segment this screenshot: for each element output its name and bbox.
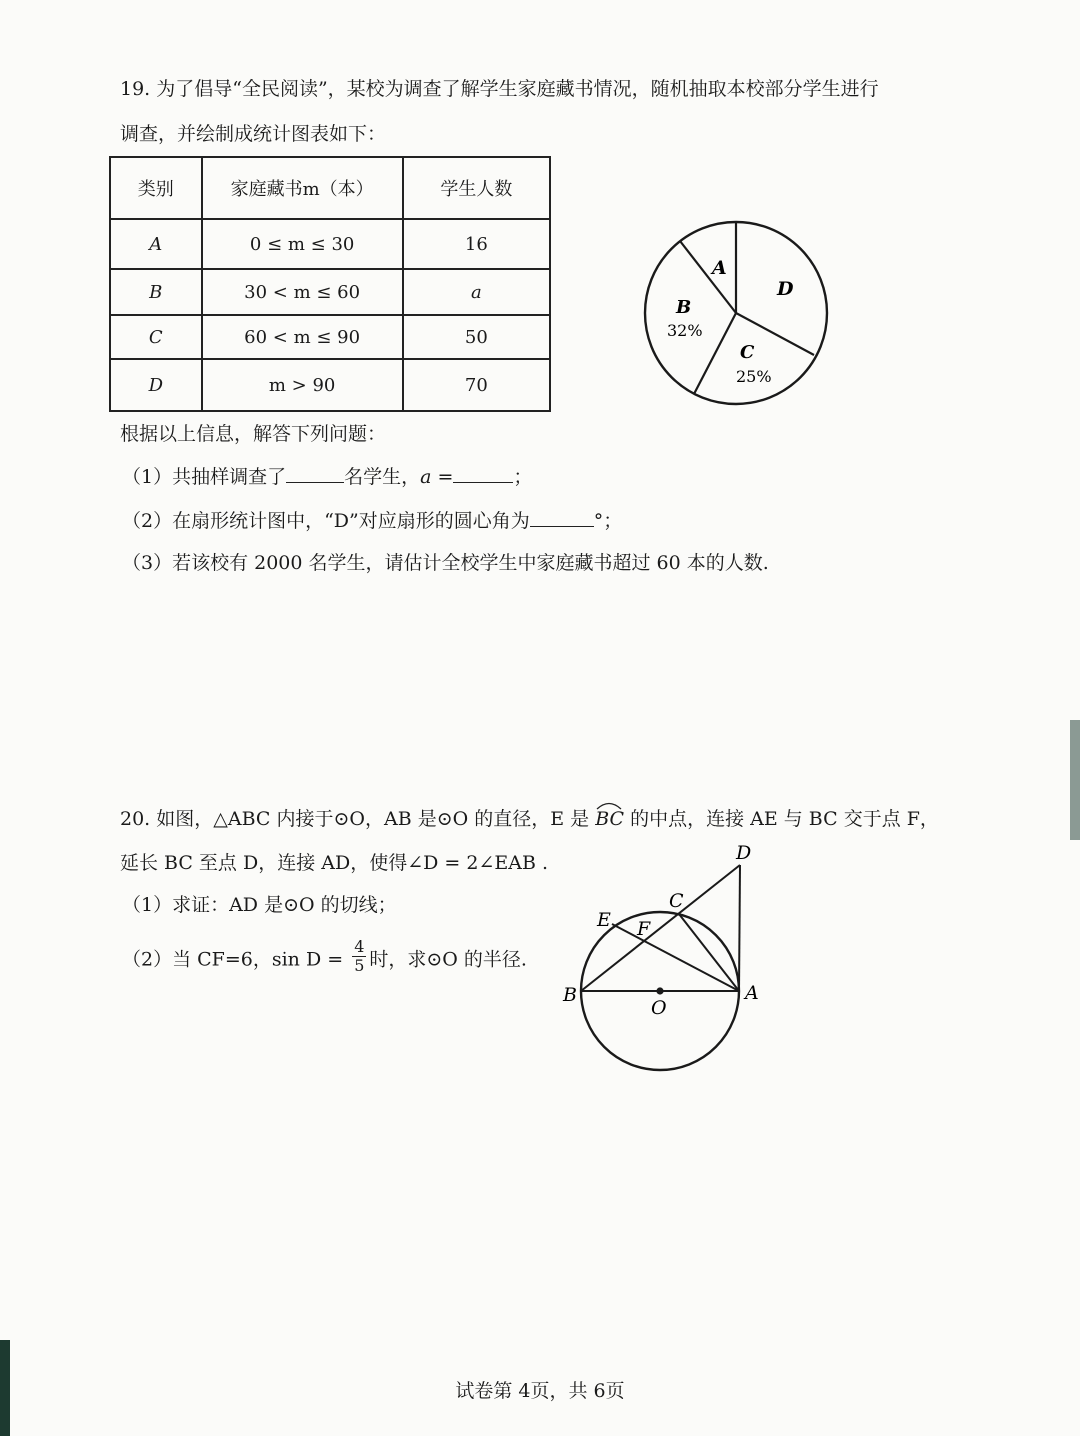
table-cell-count: a <box>403 269 550 315</box>
table-cell-count: 70 <box>403 359 550 411</box>
point-label-d: D <box>736 842 752 864</box>
table-cell-category: D <box>110 359 202 411</box>
q19-part1 <box>122 464 532 490</box>
q20-part2-text-b: 时，求⊙O 的半径. <box>369 948 527 971</box>
pie-label-c-percent: 25% <box>736 367 772 386</box>
segment-ad <box>739 865 740 991</box>
table-cell-range: m > 90 <box>202 359 403 411</box>
q19-part3: （3）若该校有 2000 名学生，请估计全校学生中家庭藏书超过 60 本的人数. <box>122 552 769 574</box>
q19-part2 <box>122 508 622 534</box>
q19-part1-text-a: （1）共抽样调查了 <box>122 466 287 488</box>
point-label-b: B <box>563 984 577 1006</box>
fraction-numerator: 4 <box>354 937 365 956</box>
table-header-cell: 家庭藏书m（本） <box>202 157 403 219</box>
q20-part2 <box>122 937 527 979</box>
point-label-o: O <box>651 997 667 1019</box>
q20-line2: 延长 BC 至点 D，连接 AD，使得∠D = 2∠EAB . <box>120 852 548 874</box>
table-cell-category: B <box>110 269 202 315</box>
table-cell-category: C <box>110 315 202 359</box>
arc-symbol <box>595 800 623 810</box>
answer-blank-total[interactable] <box>286 464 344 483</box>
fraction-four-fifths <box>352 938 366 975</box>
point-label-c: C <box>669 890 684 912</box>
table-row <box>110 269 550 315</box>
pie-label-c: C <box>740 342 755 363</box>
table-cell-category: A <box>110 219 202 269</box>
q19-part1-text-b: 名学生， <box>344 466 421 488</box>
q19-part2-text-b: °； <box>593 510 623 532</box>
q19-intro-line1: 19. 为了倡导“全民阅读”，某校为调查了解学生家庭藏书情况，随机抽取本校部分学生进行 <box>120 78 879 100</box>
table-cell-range: 0 ≤ m ≤ 30 <box>202 219 403 269</box>
pie-label-b-percent: 32% <box>667 321 703 340</box>
q20-geometry-figure <box>560 838 790 1078</box>
q20-arc-bc <box>595 808 624 830</box>
table-header-cell: 类别 <box>110 157 202 219</box>
q20-part1: （1）求证：AD 是⊙O 的切线； <box>122 894 397 916</box>
page-footer: 试卷第 4页，共 6页 <box>455 1380 625 1402</box>
q19-intro-line2: 调查，并绘制成统计图表如下： <box>120 123 387 145</box>
fraction-denominator: 5 <box>354 956 365 975</box>
table-header-cell: 学生人数 <box>403 157 550 219</box>
point-label-e: E <box>597 909 611 931</box>
pie-label-d: D <box>777 278 794 300</box>
q19-part1-text-c: a = <box>420 466 454 488</box>
q20-line1-text-b: 的中点，连接 AE 与 BC 交于点 F， <box>624 808 939 830</box>
pie-label-b: B <box>676 297 692 318</box>
table-cell-range: 30 < m ≤ 60 <box>202 269 403 315</box>
table-header-row <box>110 157 550 219</box>
table-cell-count: 16 <box>403 219 550 269</box>
pie-label-a: A <box>712 257 727 279</box>
q19-prompt: 根据以上信息，解答下列问题： <box>120 423 387 445</box>
table-cell-count: 50 <box>403 315 550 359</box>
q20-arc-bc-label: BC <box>595 808 625 830</box>
q19-stat-table <box>109 156 551 412</box>
answer-blank-a[interactable] <box>453 464 513 483</box>
segment-ea <box>612 924 739 991</box>
scan-edge-right <box>1070 720 1080 840</box>
q19-part1-text-d: ； <box>513 466 533 488</box>
answer-blank-angle[interactable] <box>530 508 594 527</box>
q20-part2-text-a: （2）当 CF=6，sin D = <box>122 948 344 971</box>
center-point-o <box>656 987 663 994</box>
point-label-f: F <box>637 918 651 940</box>
table-row <box>110 315 550 359</box>
q19-pie-figure <box>640 218 840 408</box>
q20-line1-text-a: 20. 如图，△ABC 内接于⊙O，AB 是⊙O 的直径，E 是 <box>120 808 596 830</box>
table-row <box>110 359 550 411</box>
q19-part2-text-a: （2）在扇形统计图中，“D”对应扇形的圆心角为 <box>122 510 530 532</box>
table-row <box>110 219 550 269</box>
table-cell-range: 60 < m ≤ 90 <box>202 315 403 359</box>
q20-line1 <box>120 806 939 832</box>
point-label-a: A <box>745 982 759 1004</box>
